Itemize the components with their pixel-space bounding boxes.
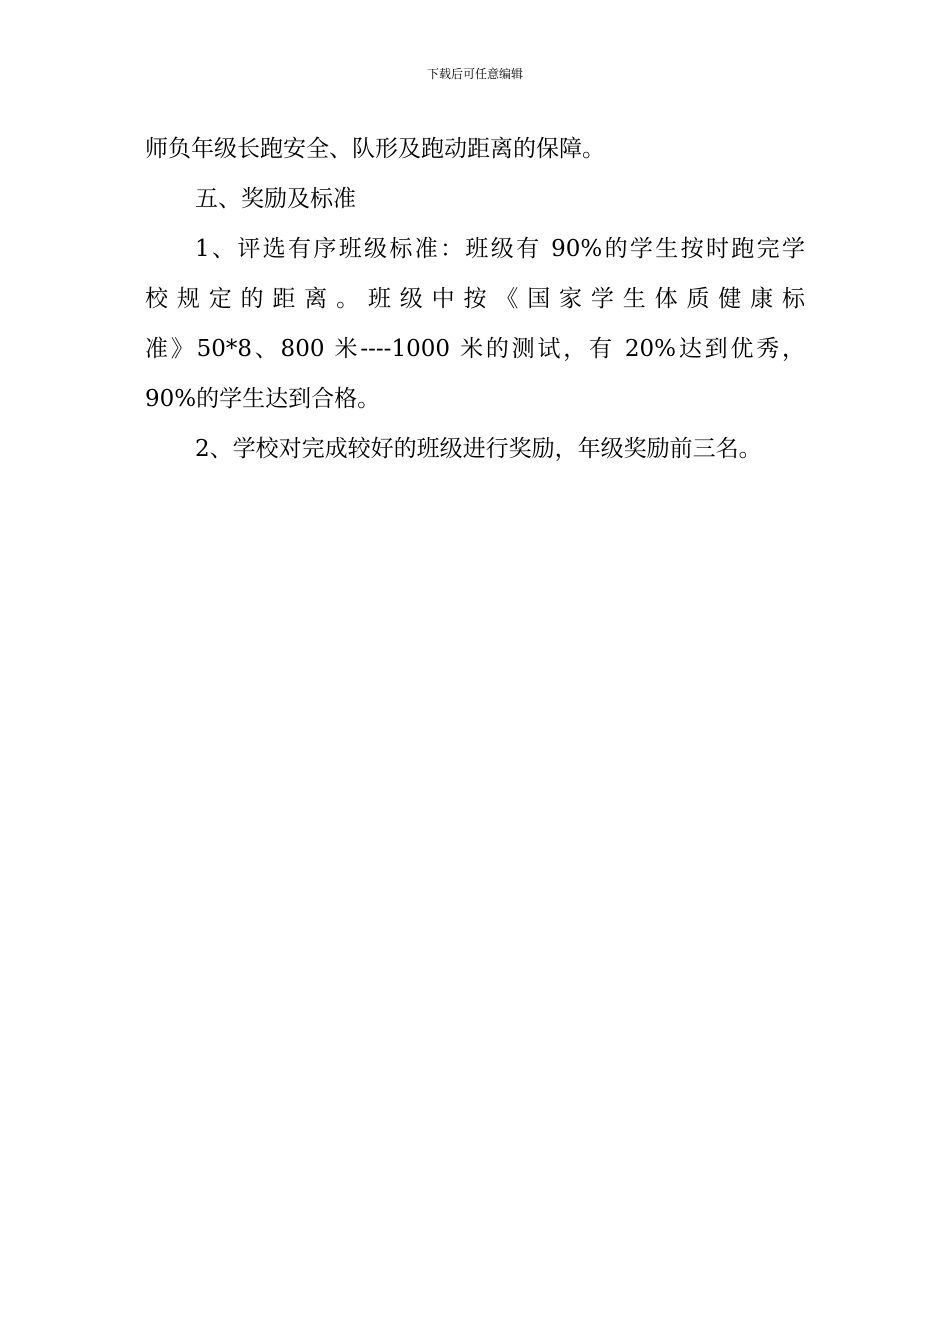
- paragraph-line: 1、评选有序班级标准：班级有 90%的学生按时跑完学: [195, 236, 805, 262]
- paragraph-line: 90%的学生达到合格。: [145, 386, 381, 412]
- paragraph-line: 师负年级长跑安全、队形及跑动距离的保障。: [145, 136, 605, 162]
- paragraph-line: 校规定的距离。班级中按《国家学生体质健康标: [145, 286, 805, 312]
- section-heading: 五、奖励及标准: [195, 186, 356, 212]
- paragraph-line: 2、学校对完成较好的班级进行奖励，年级奖励前三名。: [195, 436, 762, 462]
- page-header: 下载后可任意编辑: [426, 67, 523, 81]
- paragraph-line: 准》50*8、800 米----1000 米的测试，有 20%达到优秀，: [145, 336, 805, 362]
